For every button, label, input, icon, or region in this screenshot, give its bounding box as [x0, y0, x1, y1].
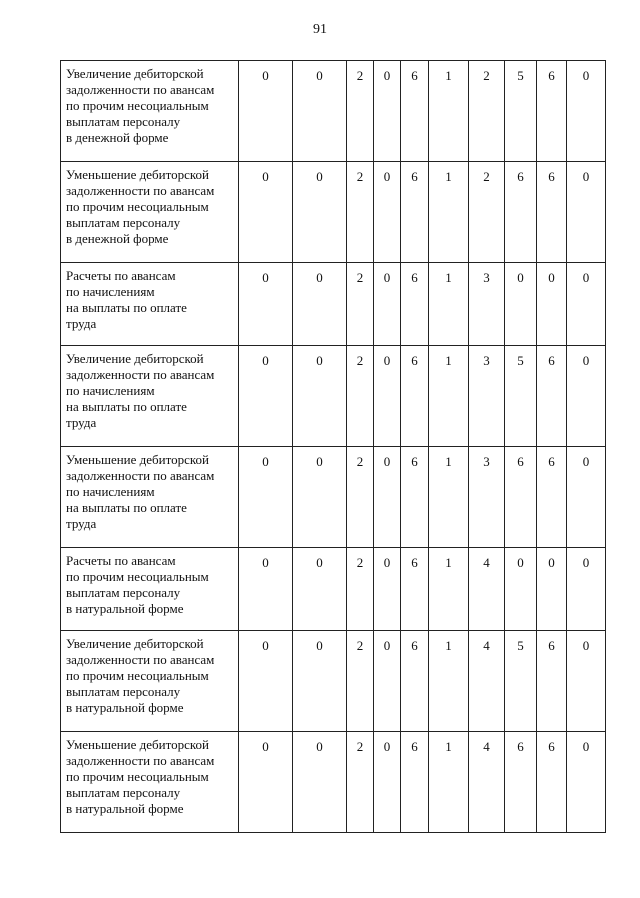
code-digit: 0 [374, 447, 401, 548]
code-digit: 0 [374, 162, 401, 263]
table-row [61, 346, 606, 447]
code-digit: 1 [429, 548, 469, 631]
code-digit: 3 [469, 346, 505, 447]
code-digit: 6 [401, 263, 429, 346]
code-digit: 0 [567, 162, 606, 263]
code-digit: 0 [374, 61, 401, 162]
code-digit: 1 [429, 346, 469, 447]
code-digit: 0 [293, 631, 347, 732]
row-label: Уменьшение дебиторской задолженности по авансам по начислениям на выплаты по оплате труда [61, 447, 239, 548]
code-digit: 0 [293, 162, 347, 263]
row-label: Увеличение дебиторской задолженности по авансам по прочим несоциальным выплатам персоналу в денежной форме [61, 61, 239, 162]
code-digit: 5 [505, 631, 537, 732]
code-digit: 0 [567, 61, 606, 162]
code-digit: 0 [239, 263, 293, 346]
table-row [61, 447, 606, 548]
code-digit: 6 [401, 447, 429, 548]
code-digit: 0 [239, 162, 293, 263]
code-digit: 3 [469, 447, 505, 548]
code-digit: 0 [567, 548, 606, 631]
code-digit: 0 [374, 732, 401, 833]
code-digit: 0 [374, 631, 401, 732]
table-row [61, 548, 606, 631]
code-digit: 0 [567, 631, 606, 732]
row-label: Увеличение дебиторской задолженности по авансам по прочим несоциальным выплатам персоналу в натуральной форме [61, 631, 239, 732]
account-codes-table [60, 60, 606, 833]
code-digit: 1 [429, 263, 469, 346]
table-row [61, 631, 606, 732]
code-digit: 2 [347, 162, 374, 263]
code-digit: 5 [505, 61, 537, 162]
code-digit: 0 [374, 263, 401, 346]
page-number: 91 [313, 22, 327, 37]
code-digit: 2 [347, 732, 374, 833]
code-digit: 0 [567, 447, 606, 548]
code-digit: 6 [401, 346, 429, 447]
code-digit: 0 [505, 263, 537, 346]
code-digit: 0 [293, 447, 347, 548]
code-digit: 0 [567, 263, 606, 346]
code-digit: 6 [537, 447, 567, 548]
code-digit: 0 [239, 61, 293, 162]
code-digit: 1 [429, 61, 469, 162]
code-digit: 0 [537, 548, 567, 631]
code-digit: 1 [429, 447, 469, 548]
code-digit: 6 [537, 346, 567, 447]
code-digit: 6 [537, 732, 567, 833]
code-digit: 1 [429, 631, 469, 732]
code-digit: 0 [239, 631, 293, 732]
table-body [61, 61, 606, 833]
table-row [61, 263, 606, 346]
table-row [61, 732, 606, 833]
row-label: Расчеты по авансам по прочим несоциальным выплатам персоналу в натуральной форме [61, 548, 239, 631]
code-digit: 0 [567, 732, 606, 833]
code-digit: 6 [537, 162, 567, 263]
code-digit: 4 [469, 631, 505, 732]
code-digit: 0 [293, 548, 347, 631]
code-digit: 0 [239, 447, 293, 548]
table-row [61, 162, 606, 263]
code-digit: 0 [537, 263, 567, 346]
code-digit: 0 [239, 548, 293, 631]
code-digit: 2 [347, 61, 374, 162]
code-digit: 0 [567, 346, 606, 447]
code-digit: 2 [469, 61, 505, 162]
code-digit: 6 [537, 61, 567, 162]
code-digit: 0 [239, 732, 293, 833]
code-digit: 1 [429, 732, 469, 833]
code-digit: 0 [293, 732, 347, 833]
code-digit: 0 [293, 346, 347, 447]
code-digit: 2 [347, 548, 374, 631]
code-digit: 2 [347, 263, 374, 346]
code-digit: 0 [374, 548, 401, 631]
code-digit: 4 [469, 732, 505, 833]
code-digit: 6 [401, 61, 429, 162]
code-digit: 0 [374, 346, 401, 447]
code-digit: 0 [505, 548, 537, 631]
code-digit: 1 [429, 162, 469, 263]
code-digit: 6 [505, 447, 537, 548]
code-digit: 6 [505, 732, 537, 833]
code-digit: 0 [239, 346, 293, 447]
code-digit: 5 [505, 346, 537, 447]
code-digit: 6 [401, 548, 429, 631]
row-label: Уменьшение дебиторской задолженности по авансам по прочим несоциальным выплатам персоналу в натуральной форме [61, 732, 239, 833]
row-label: Расчеты по авансам по начислениям на выплаты по оплате труда [61, 263, 239, 346]
row-label: Увеличение дебиторской задолженности по авансам по начислениям на выплаты по оплате труда [61, 346, 239, 447]
row-label: Уменьшение дебиторской задолженности по авансам по прочим несоциальным выплатам персоналу в денежной форме [61, 162, 239, 263]
code-digit: 2 [469, 162, 505, 263]
code-digit: 0 [293, 263, 347, 346]
code-digit: 2 [347, 447, 374, 548]
code-digit: 2 [347, 631, 374, 732]
code-digit: 2 [347, 346, 374, 447]
code-digit: 4 [469, 548, 505, 631]
code-digit: 6 [505, 162, 537, 263]
code-digit: 3 [469, 263, 505, 346]
code-digit: 6 [537, 631, 567, 732]
code-digit: 0 [293, 61, 347, 162]
table-row [61, 61, 606, 162]
code-digit: 6 [401, 162, 429, 263]
code-digit: 6 [401, 631, 429, 732]
code-digit: 6 [401, 732, 429, 833]
